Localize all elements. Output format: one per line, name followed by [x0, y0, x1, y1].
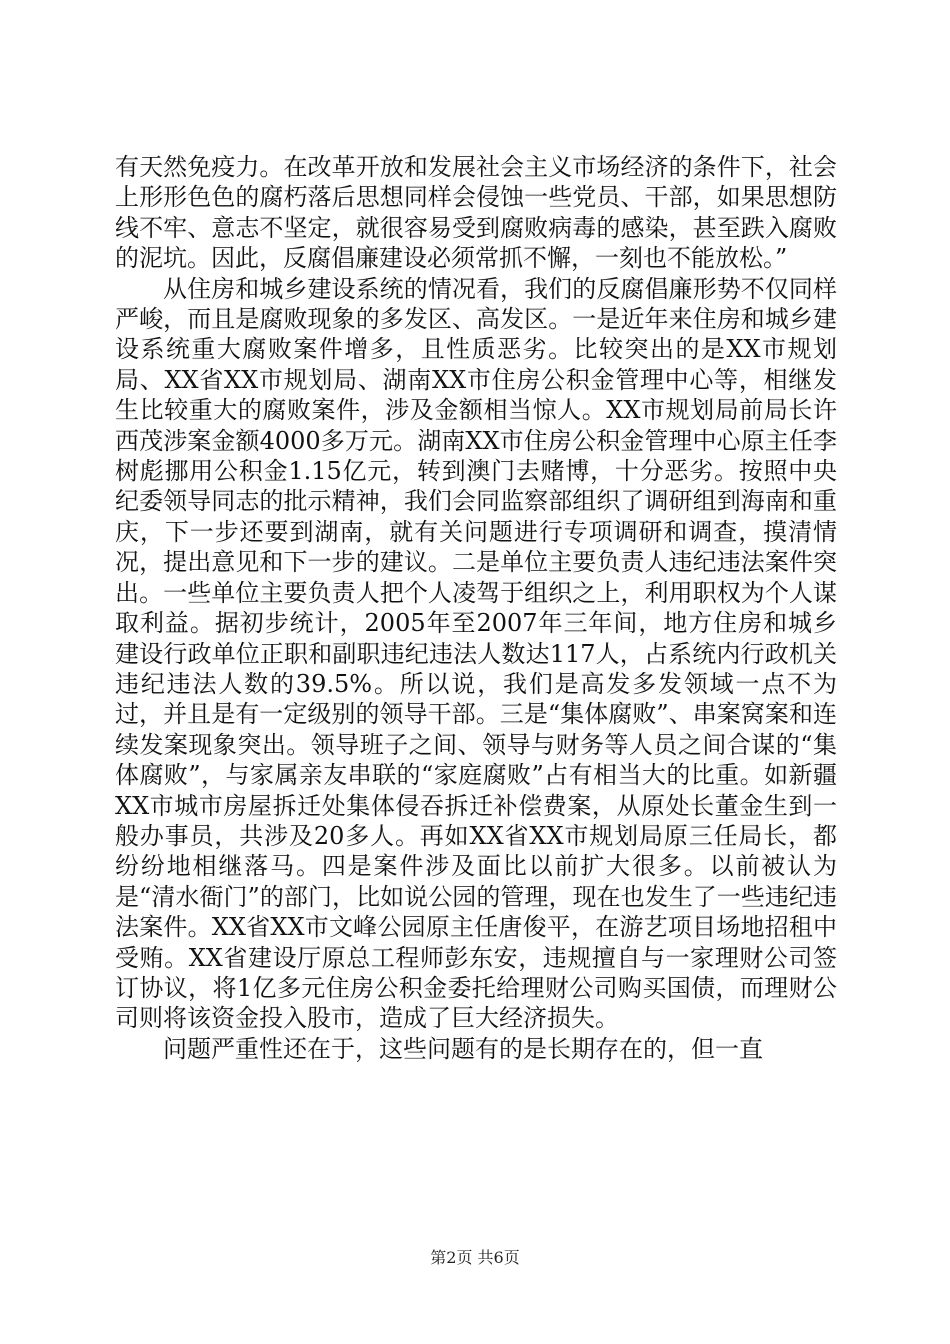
document-body	[115, 152, 837, 1064]
paragraph-continuation: 有天然免疫力。在改革开放和发展社会主义市场经济的条件下，社会上形形色色的腐朽落后思想同样会侵蚀一些党员、干部，如果思想防线不牢、意志不坚定，就很容易受到腐败病毒的感染，甚至跌入腐败的泥坑。因此，反腐倡廉建设必须常抓不懈，一刻也不能放松。”	[115, 153, 837, 273]
paragraph-situation: 从住房和城乡建设系统的情况看，我们的反腐倡廉形势不仅同样严峻，而且是腐败现象的多发区、高发区。一是近年来住房和城乡建设系统重大腐败案件增多，且性质恶劣。比较突出的是XX市规划局、XX省XX市规划局、湖南XX市住房公积金管理中心等，相继发生比较重大的腐败案件，涉及金额相当惊人。XX市规划局前局长许西茂涉案金额4000多万元。湖南XX市住房公积金管理中心原主任李树彪挪用公积金1.15亿元，转到澳门去赌博，十分恶劣。按照中央纪委领导同志的批示精神，我们会同监察部组织了调研组到海南和重庆，下一步还要到湖南，就有关问题进行专项调研和调查，摸清情况，提出意见和下一步的建议。二是单位主要负责人违纪违法案件突出。一些单位主要负责人把个人凌驾于组织之上，利用职权为个人谋取利益。据初步统计，2005年至2007年三年间，地方住房和城乡建设行政单位正职和副职违纪违法人数达117人，占系统内行政机关违纪违法人数的39.5%。所以说，我们是高发多发领域一点不为过，并且是有一定级别的领导干部。三是“集体腐败”、串案窝案和连续发案现象突出。领导班子之间、领导与财务等人员之间合谋的“集体腐败”，与家属亲友串联的“家庭腐败”占有相当大的比重。如新疆XX市城市房屋拆迁处集体侵吞拆迁补偿费案，从原处长董金生到一般办事员，共涉及20多人。再如XX省XX市规划局原三任局长，都纷纷地相继落马。四是案件涉及面比以前扩大很多。以前被认为是“清水衙门”的部门，比如说公园的管理，现在也发生了一些违纪违法案件。XX省XX市文峰公园原主任唐俊平，在游艺项目场地招租中受贿。XX省建设厅原总工程师彭东安，违规擅自与一家理财公司签订协议，将1亿多元住房公积金委托给理财公司购买国债，而理财公司则将该资金投入股市，造成了巨大经济损失。	[115, 274, 837, 1033]
paragraph-seriousness: 问题严重性还在于，这些问题有的是长期存在的，但一直	[163, 1034, 763, 1063]
page-footer: 第2页 共6页	[430, 1248, 520, 1267]
